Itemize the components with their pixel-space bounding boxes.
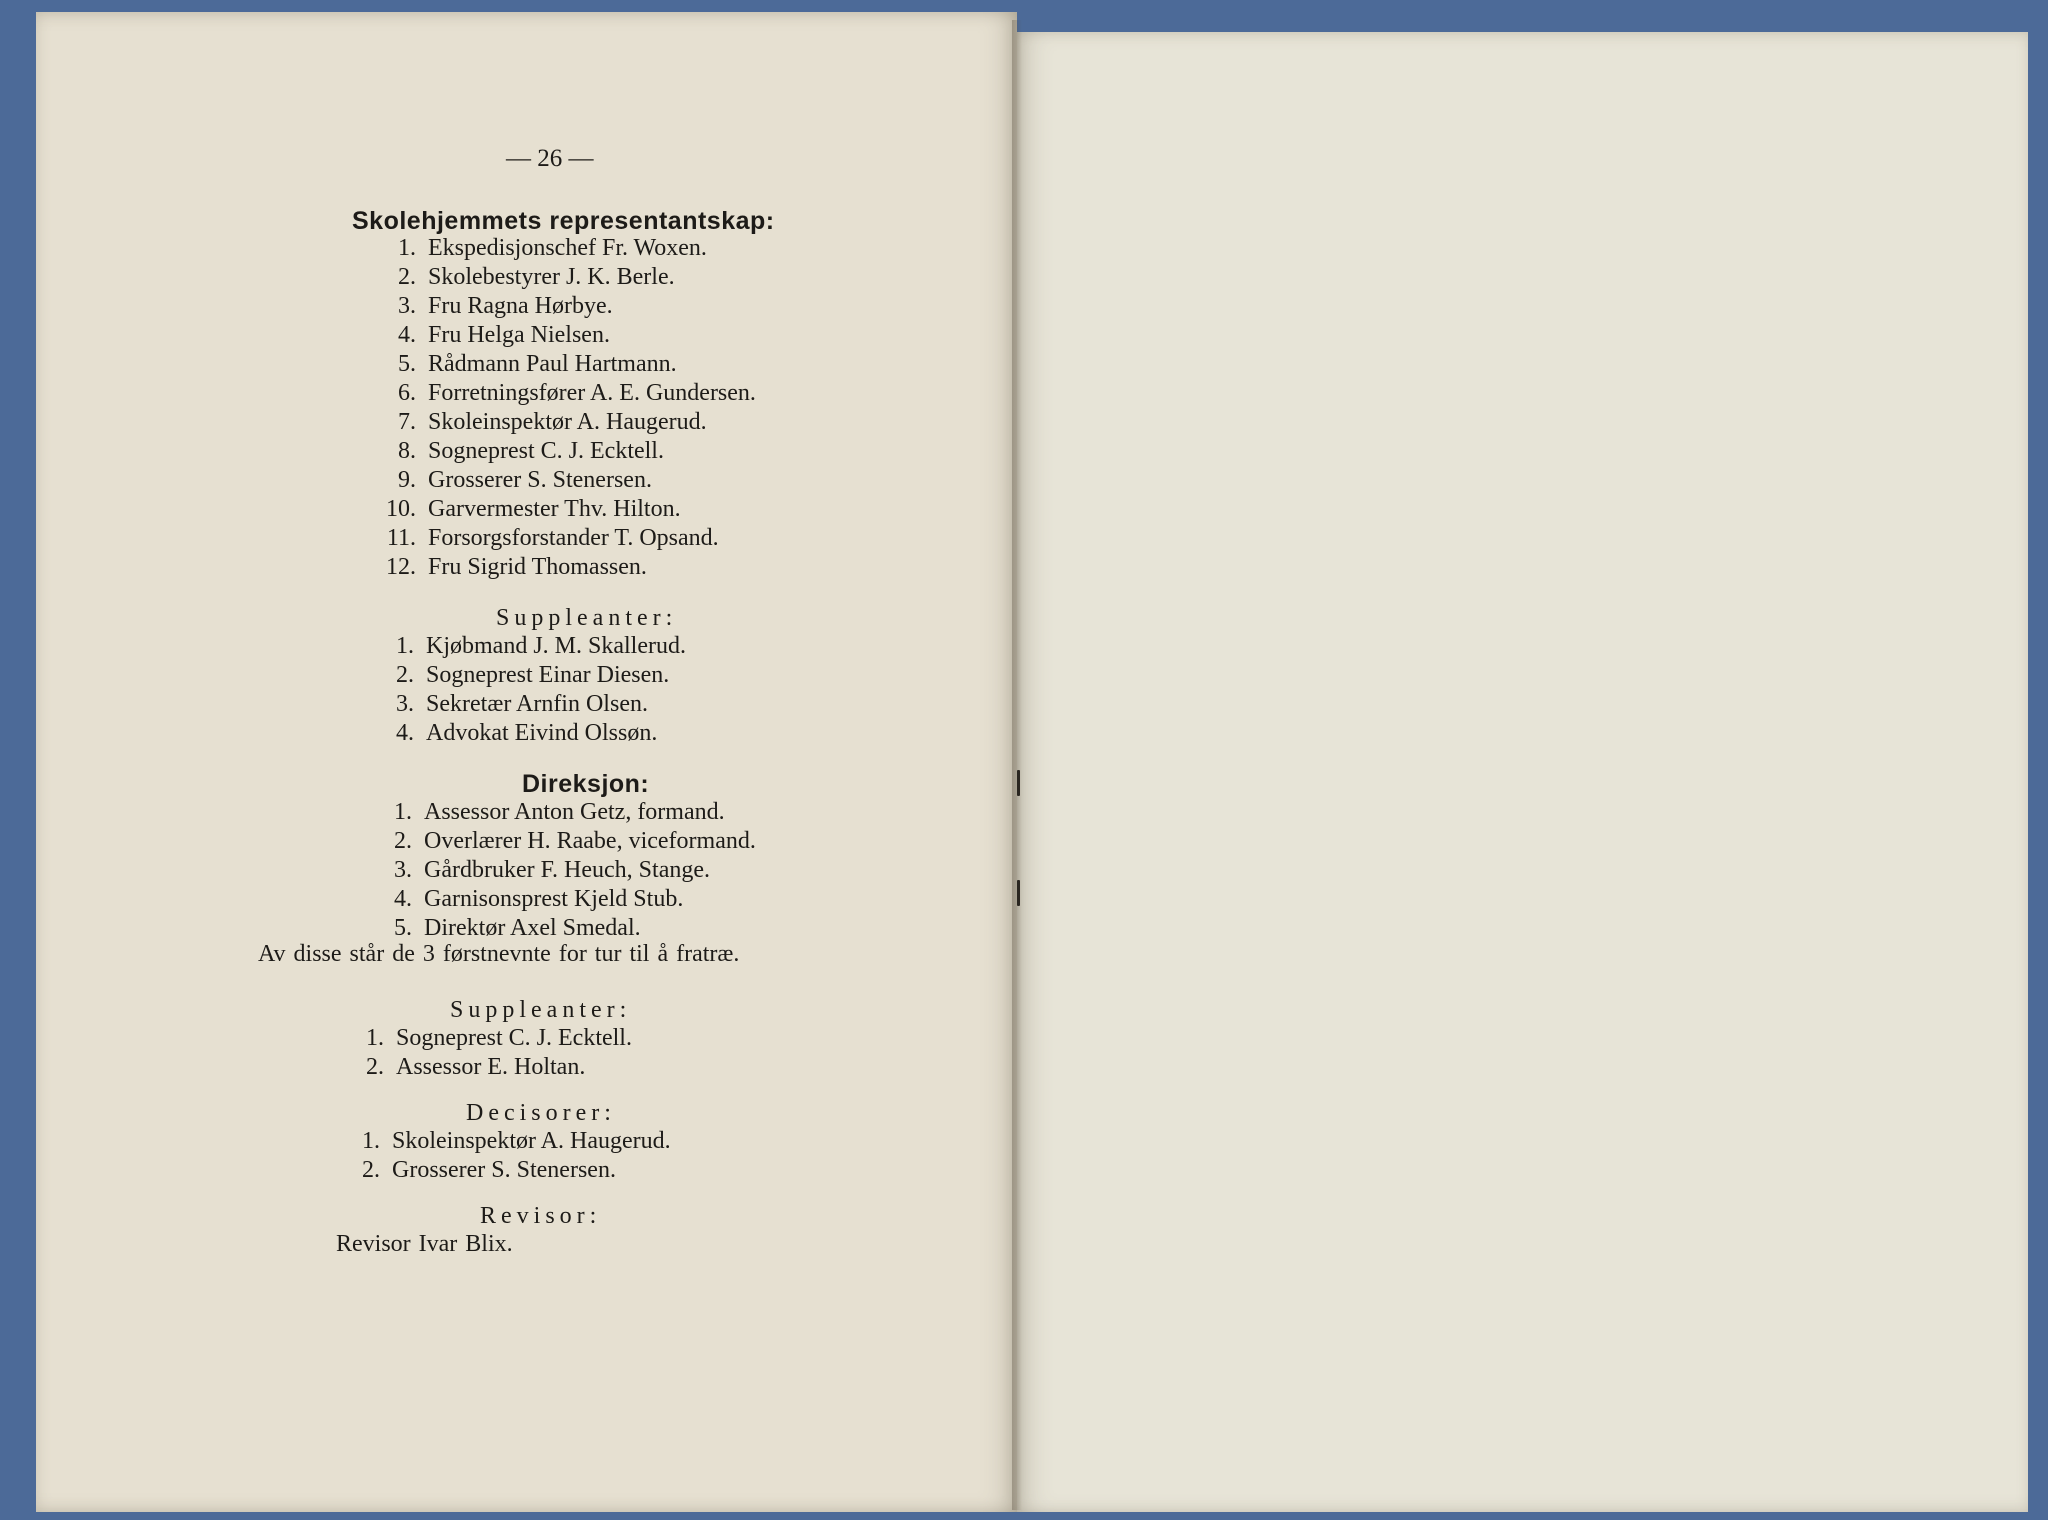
list-item: 1. Assessor Anton Getz, formand. [394, 799, 725, 825]
decisorer-title: Decisorer: [466, 1100, 616, 1126]
list-item: 1. Skoleinspektør A. Haugerud. [362, 1128, 671, 1154]
staple-icon [1017, 770, 1020, 796]
list-item: 9. Grosserer S. Stenersen. [398, 467, 652, 493]
representantskap-list [376, 234, 756, 582]
list-item: 10. Garvermester Thv. Hilton. [386, 496, 681, 522]
staple-icon [1017, 880, 1020, 906]
book-gutter [1012, 20, 1022, 1510]
revisor-name: Revisor Ivar Blix. [336, 1231, 513, 1257]
revisor-title: Revisor: [480, 1203, 602, 1229]
list-item: 2. Grosserer S. Stenersen. [362, 1157, 616, 1183]
list-item: 5. Direktør Axel Smedal. [394, 915, 641, 941]
list-item: 3. Sekretær Arnfin Olsen. [396, 691, 648, 717]
list-item: 2. Skolebestyrer J. K. Berle. [398, 264, 675, 290]
left-page [36, 12, 1017, 1512]
direksjon-title: Direksjon: [522, 770, 650, 798]
list-item: 4. Fru Helga Nielsen. [398, 322, 610, 348]
list-item: 4. Advokat Eivind Olssøn. [396, 720, 658, 746]
list-item: 2. Assessor E. Holtan. [366, 1054, 586, 1080]
page-content [36, 12, 1017, 1512]
right-page-blank [1017, 32, 2028, 1512]
direksjon-note: Av disse står de 3 førstnevnte for tur til å fratræ. [258, 941, 740, 967]
list-item: 3. Fru Ragna Hørbye. [398, 293, 613, 319]
list-item: 1. Kjøbmand J. M. Skallerud. [396, 633, 686, 659]
list-item: 6. Forretningsfører A. E. Gundersen. [398, 380, 756, 406]
list-item: 2. Overlærer H. Raabe, viceformand. [394, 828, 756, 854]
decisorer-list [342, 1127, 671, 1185]
list-item: 3. Gårdbruker F. Heuch, Stange. [394, 857, 710, 883]
direksjon-suppleanter-title: Suppleanter: [450, 997, 632, 1023]
direksjon-suppleanter-list [346, 1024, 632, 1082]
list-item: 1. Sogneprest C. J. Ecktell. [366, 1025, 632, 1051]
representantskap-suppleanter-title: Suppleanter: [496, 605, 678, 631]
list-item: 12. Fru Sigrid Thomassen. [386, 554, 647, 580]
direksjon-list [372, 798, 756, 943]
representantskap-title: Skolehjemmets representantskap: [352, 207, 775, 235]
list-item: 5. Rådmann Paul Hartmann. [398, 351, 677, 377]
list-item: 8. Sogneprest C. J. Ecktell. [398, 438, 664, 464]
list-item: 11. Forsorgsforstander T. Opsand. [386, 525, 719, 551]
list-item: 7. Skoleinspektør A. Haugerud. [398, 409, 707, 435]
list-item: 1. Ekspedisjonschef Fr. Woxen. [398, 235, 707, 261]
list-item: 2. Sogneprest Einar Diesen. [396, 662, 670, 688]
page-number: — 26 — [506, 145, 594, 172]
representantskap-suppleanter-list [374, 632, 686, 748]
list-item: 4. Garnisonsprest Kjeld Stub. [394, 886, 684, 912]
